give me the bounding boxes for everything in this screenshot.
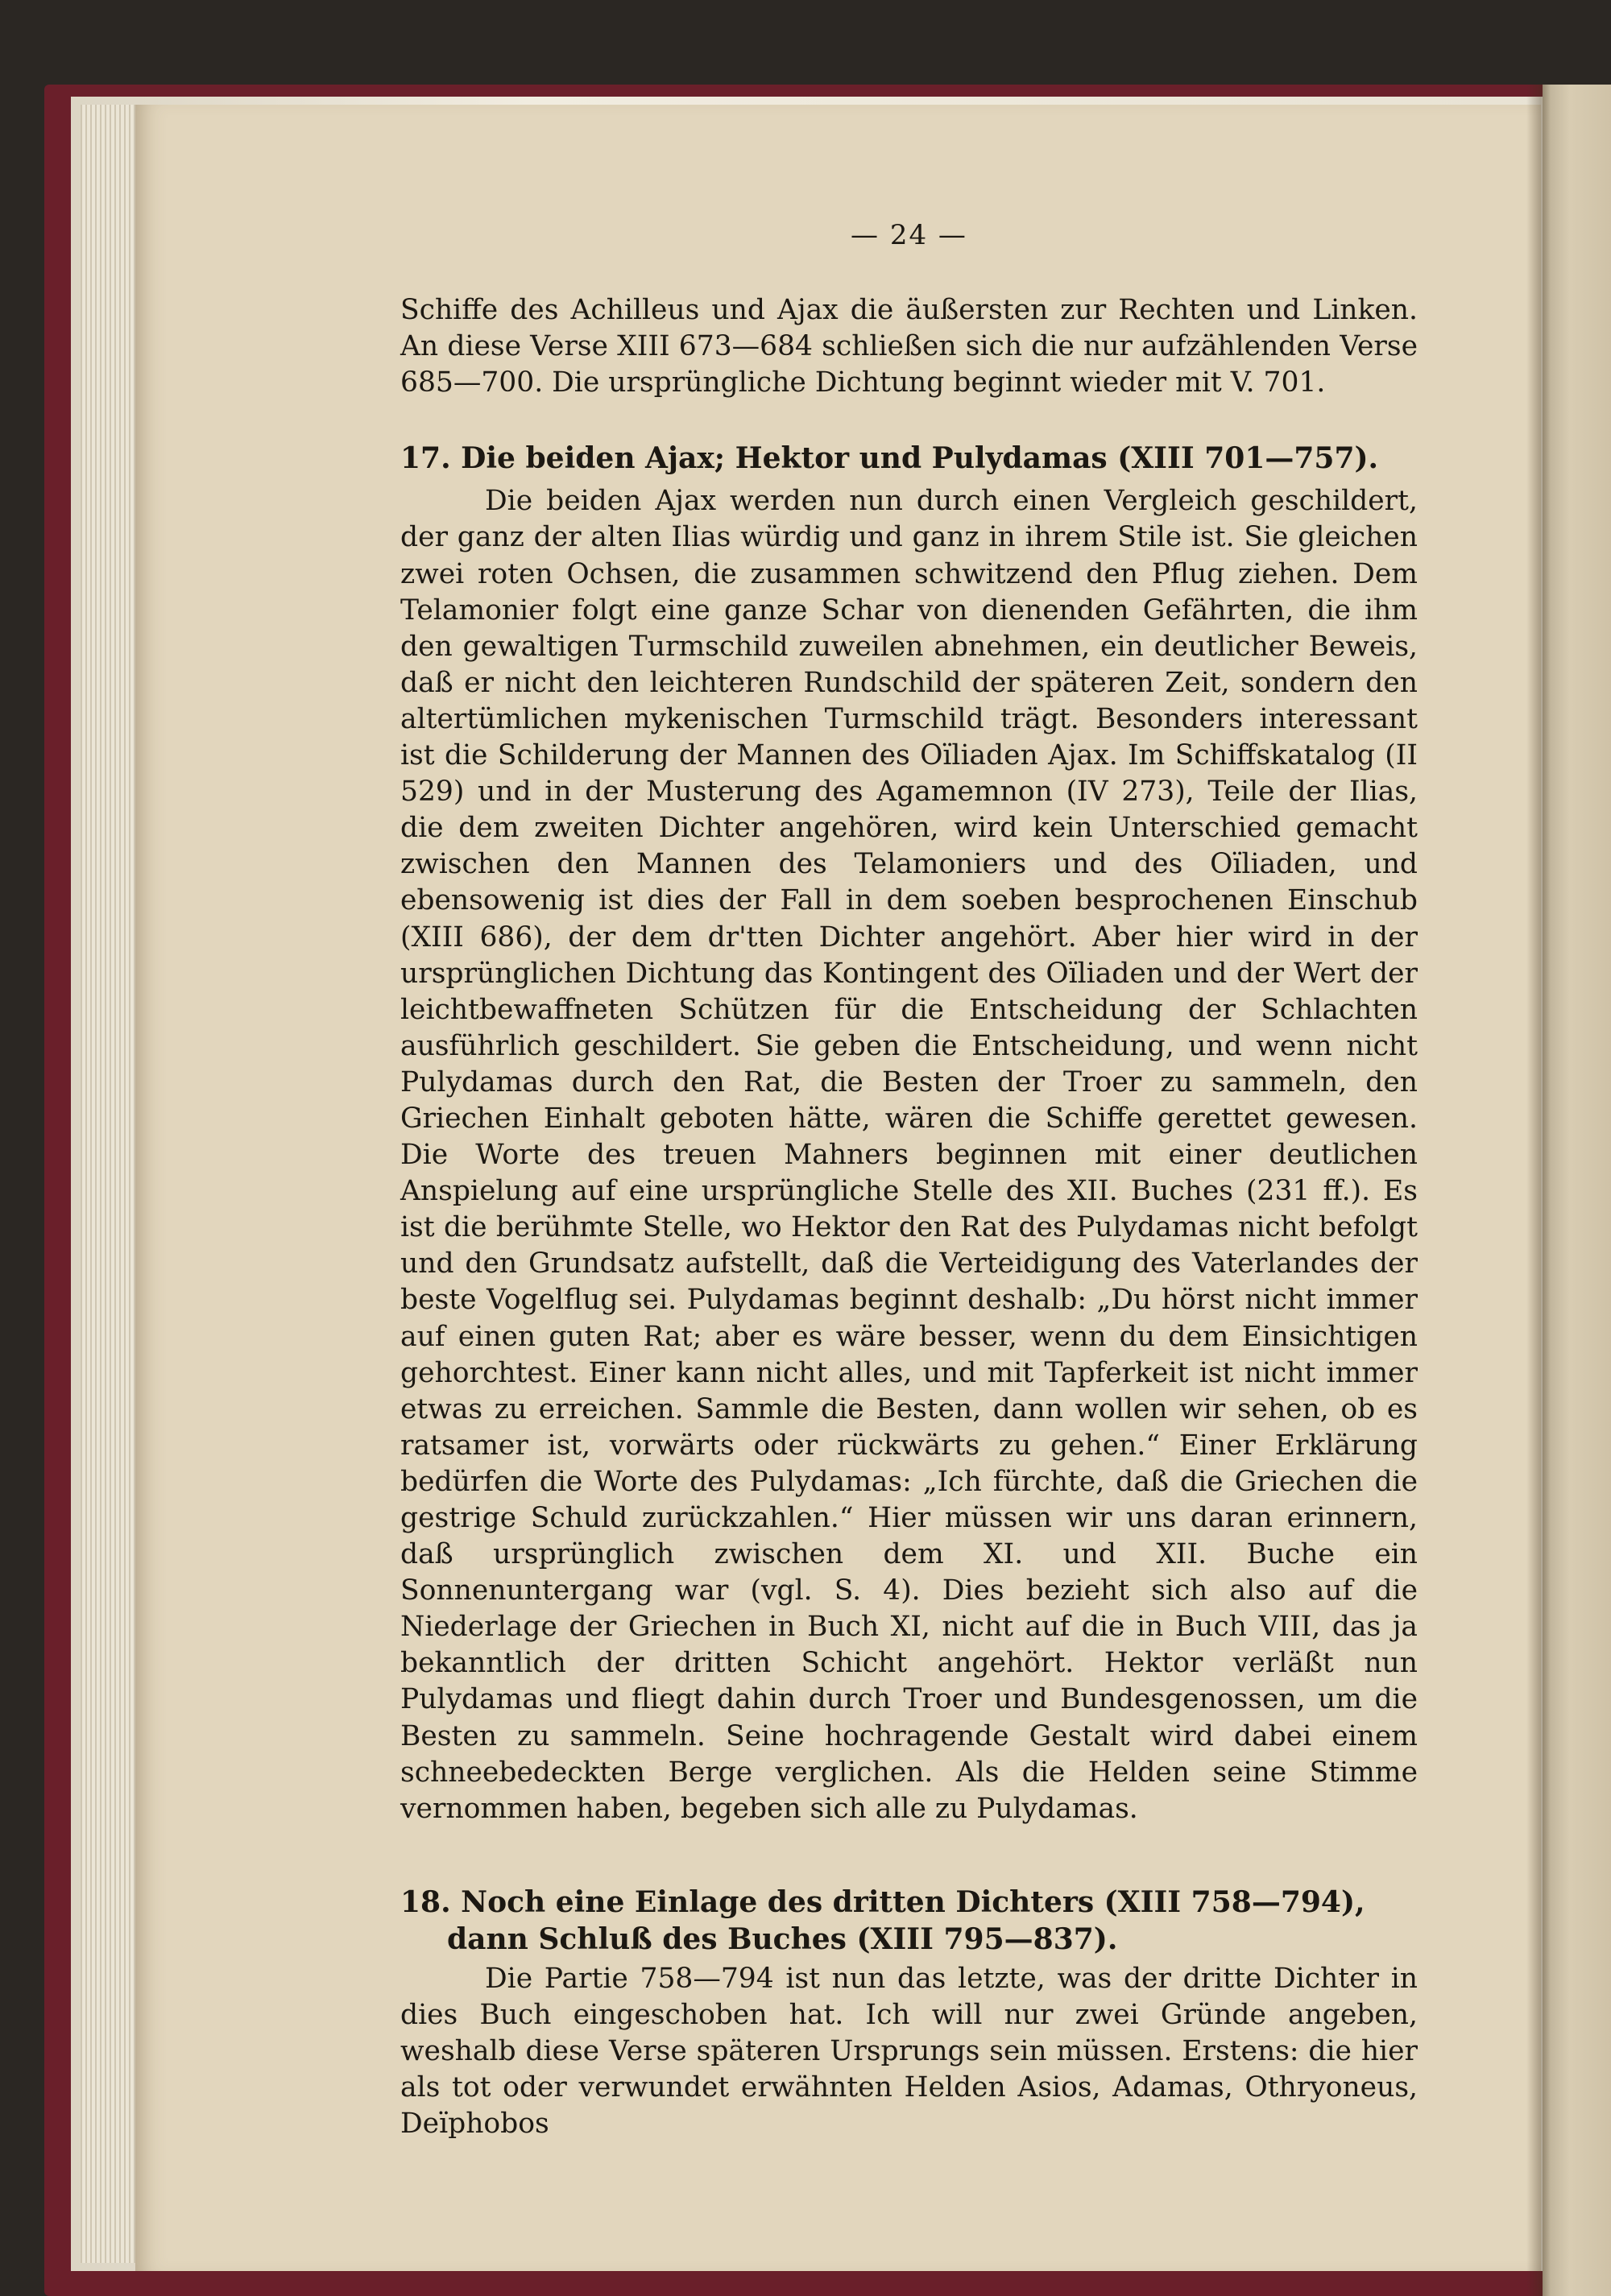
section-17-heading: 17. Die beiden Ajax; Hektor und Pulydamas (XIII 701—757). xyxy=(400,441,1379,476)
page-number: — 24 — xyxy=(851,219,967,251)
spine-shadow xyxy=(1526,85,1551,2296)
section-18-paragraph: Die Partie 758—794 ist nun das letzte, was der dritte Dichter in dies Buch eingeschoben hat. Ich will nur zwei Gründe angeben, weshalb diese Verse späteren Ursprungs sein müssen. Erstens: die hier als tot oder verwundet erwähnten Helden Asios, Adamas, Othryoneus, Deïphobos xyxy=(400,1962,1418,2141)
section-17-paragraph: Die beiden Ajax werden nun durch einen Vergleich geschildert, der ganz der alten Ilias würdig und ganz in ihrem Stile ist. Sie gleichen zwei roten Ochsen, die zusammen schwitzend den Pflug ziehen. Dem Telamonier folgt eine ganze Schar von dienenden Gefährten, die ihm den gewaltigen Turmschild zuweilen abnehmen, ein deutlicher Beweis, daß er nicht den leichteren Rundschild der späteren Zeit, sondern den altertümlichen mykenischen Turmschild trägt. Besonders interessant ist die Schilderung der Mannen des Oïliaden Ajax. Im Schiffskatalog (II 529) und in der Musterung des Agamemnon (IV 273), Teile der Ilias, die dem zweiten Dichter angehören, wird kein Unterschied gemacht zwischen den Mannen des Telamoniers und des Oïliaden, und ebensowenig ist dies der Fall in dem soeben besprochenen Einschub (XIII 686), der dem dr'tten Dichter angehört. Aber hier wird in der ursprünglichen Dichtung das Kontingent des Oïliaden und der Wert der leichtbewaffneten Schützen für die Entscheidung der Schlachten ausführlich geschildert. Sie geben die Entscheidung, und wenn nicht Pulydamas durch den Rat, die Besten der Troer zu sammeln, den Griechen Einhalt geboten hätte, wären die Schiffe gerettet gewesen. Die Worte des treuen Mahners beginnen mit einer deutlichen Anspielung auf eine ursprüngliche Stelle des XII. Buches (231 ff.). Es ist die berühmte Stelle, wo Hektor den Rat des Pulydamas nicht befolgt und den Grundsatz aufstellt, daß die Verteidigung des Vaterlandes der beste Vogelflug sei. Pulydamas beginnt deshalb: „Du hörst nicht immer auf einen guten Rat; aber es wäre besser, wenn du dem Einsichtigen gehorchtest. Einer kann nicht alles, und mit Tapferkeit ist nicht immer etwas zu erreichen. Sammle die Besten, dann wollen wir sehen, ob es ratsamer ist, vorwärts oder rückwärts zu gehen.“ Einer Erklärung bedürfen die Worte des Pulydamas: „Ich fürchte, daß die Griechen die gestrige Schuld zurückzahlen.“ Hier müssen wir uns daran erinnern, daß ursprünglich zwischen dem XI. und XII. Buche ein Sonnenuntergang war (vgl. S. 4). Dies bezieht sich also auf die Niederlage der Griechen in Buch XI, nicht auf die in Buch VIII, das ja bekanntlich der dritten Schicht angehört. Hektor verläßt nun Pulydamas und fliegt dahin durch Troer und Bundesgenossen, um die Besten zu sammeln. Seine hochragende Gestalt wird dabei einem schneebedeckten Berge verglichen. Als die Helden seine Stimme vernommen haben, begeben sich alle zu Pulydamas. xyxy=(400,485,1418,1825)
intro-paragraph: Schiffe des Achilleus und Ajax die äußersten zur Rechten und Linken. An diese Verse XIII 673—684 schließen sich die nur aufzählenden Verse 685—700. Die ursprüngliche Dichtung beginnt wieder mit V. 701. xyxy=(400,294,1418,399)
page-text xyxy=(400,217,1418,2142)
section-18-heading: 18. Noch eine Einlage des dritten Dichters (XIII 758—794), dann Schluß des Buches (XIII 795—837). xyxy=(400,1884,1365,1956)
next-page-edge xyxy=(1543,85,1611,2296)
